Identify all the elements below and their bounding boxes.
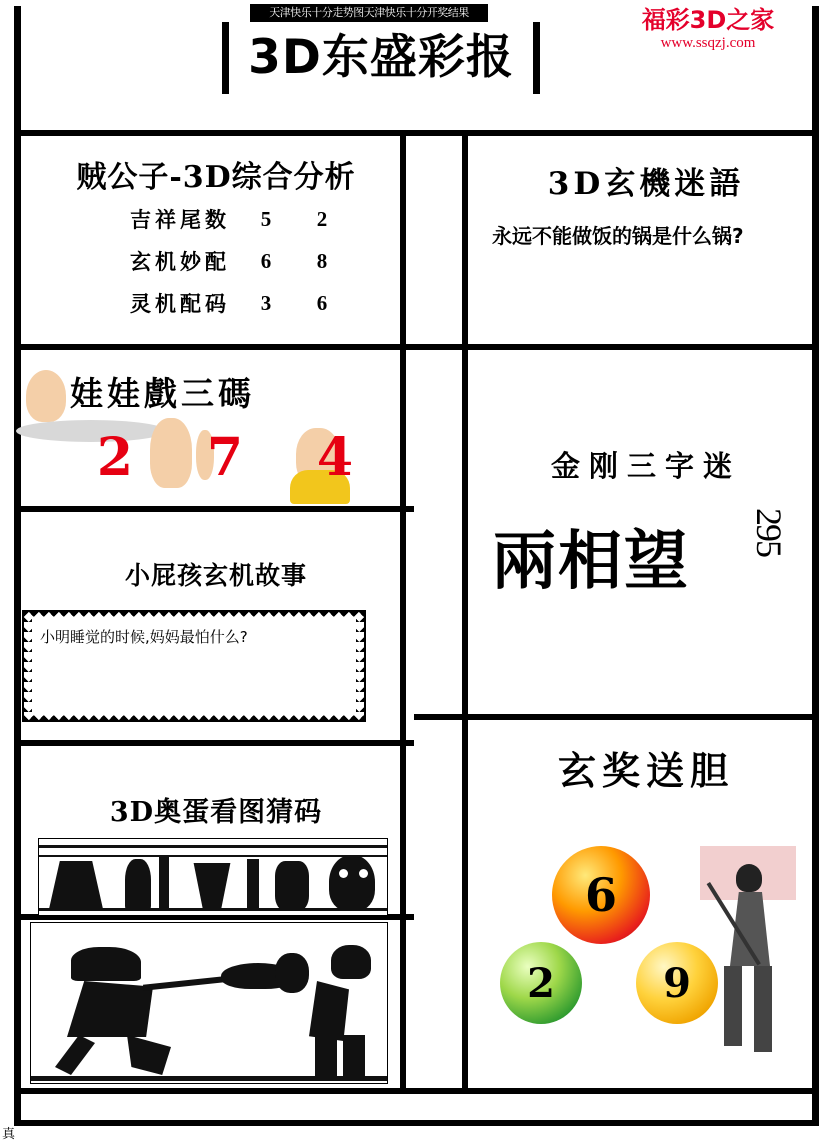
story-title: 小屁孩玄机故事 <box>124 561 307 590</box>
divider-h-left-1 <box>14 130 414 136</box>
aodan-image-top <box>38 838 388 916</box>
table-row <box>26 198 406 240</box>
divider-v-5 <box>462 350 468 714</box>
divider-h-left-4 <box>14 740 414 746</box>
wawa-number: 2 <box>96 427 134 488</box>
riddle-title: 3D玄機迷語 <box>547 166 745 202</box>
analysis-row-label: 灵机配码 <box>130 291 230 316</box>
analysis-row-value-2: 8 <box>316 248 328 273</box>
divider-h-left-3 <box>14 506 414 512</box>
wawa-title: 娃娃戲三碼 <box>70 374 255 413</box>
analysis-table <box>26 198 406 324</box>
brand-logo <box>603 6 813 52</box>
analysis-row-value-1: 6 <box>260 248 272 273</box>
lottery-ball-yellow: 9 <box>636 942 718 1024</box>
lottery-ball-red: 6 <box>552 846 650 944</box>
divider-v-4 <box>462 136 468 344</box>
lottery-ball-green: 2 <box>500 942 582 1024</box>
divider-h-left-2 <box>14 344 414 350</box>
brand-name: 福彩3D之家 <box>641 6 775 34</box>
jingang-title: 金刚三字迷 <box>550 449 741 483</box>
decor-zigzag-left <box>24 612 32 720</box>
story-text: 小明睡觉的时候,妈妈最怕什么? <box>40 628 248 646</box>
analysis-row-label: 玄机妙配 <box>130 249 230 274</box>
decor-zigzag-right <box>356 612 364 720</box>
page-title: 3D东盛彩报 <box>248 30 514 85</box>
xuanjiang-title: 玄奖送胆 <box>557 748 734 793</box>
analysis-row-value-1: 5 <box>260 206 272 231</box>
decor-zigzag-top <box>24 612 364 620</box>
analysis-title: 贼公子-3D综合分析 <box>76 160 356 195</box>
decor-zigzag-bottom <box>24 712 364 720</box>
divider-v-6 <box>462 720 468 1088</box>
divider-h-right-1 <box>414 130 819 136</box>
footer-mark: 真 <box>2 1127 16 1142</box>
table-row <box>26 240 406 282</box>
divider-h-right-2 <box>414 344 819 350</box>
page-border-bottom <box>14 1120 819 1126</box>
divider-h-left-6 <box>14 1088 414 1094</box>
page-border-left <box>14 6 21 1126</box>
divider-h-right-3 <box>414 714 819 720</box>
brand-url: www.ssqzj.com <box>660 35 756 51</box>
aodan-image-bottom <box>30 922 388 1084</box>
divider-v-2 <box>400 350 406 506</box>
analysis-row-value-2: 2 <box>316 206 328 231</box>
wawa-number: 7 <box>206 427 244 488</box>
analysis-row-label: 吉祥尾数 <box>130 207 230 232</box>
table-row <box>26 282 406 324</box>
analysis-row-value-2: 6 <box>316 290 328 315</box>
riddle-text: 永远不能做饭的锅是什么锅? <box>492 224 744 248</box>
masthead-topbar-text: 天津快乐十分走势图天津快乐十分开奖结果 <box>250 4 488 22</box>
masthead <box>222 4 540 104</box>
divider-h-right-4 <box>414 1088 819 1094</box>
wawa-numbers <box>60 427 390 488</box>
jingang-code: 295 <box>749 508 789 556</box>
analysis-row-value-1: 3 <box>260 290 272 315</box>
aodan-title: 3D奥蛋看图猜码 <box>109 797 323 828</box>
story-box <box>22 610 366 722</box>
wawa-number: 4 <box>316 427 354 488</box>
jingang-word: 兩相望 <box>492 524 690 599</box>
masthead-box <box>222 22 540 94</box>
illustration-warrior <box>700 858 810 1070</box>
